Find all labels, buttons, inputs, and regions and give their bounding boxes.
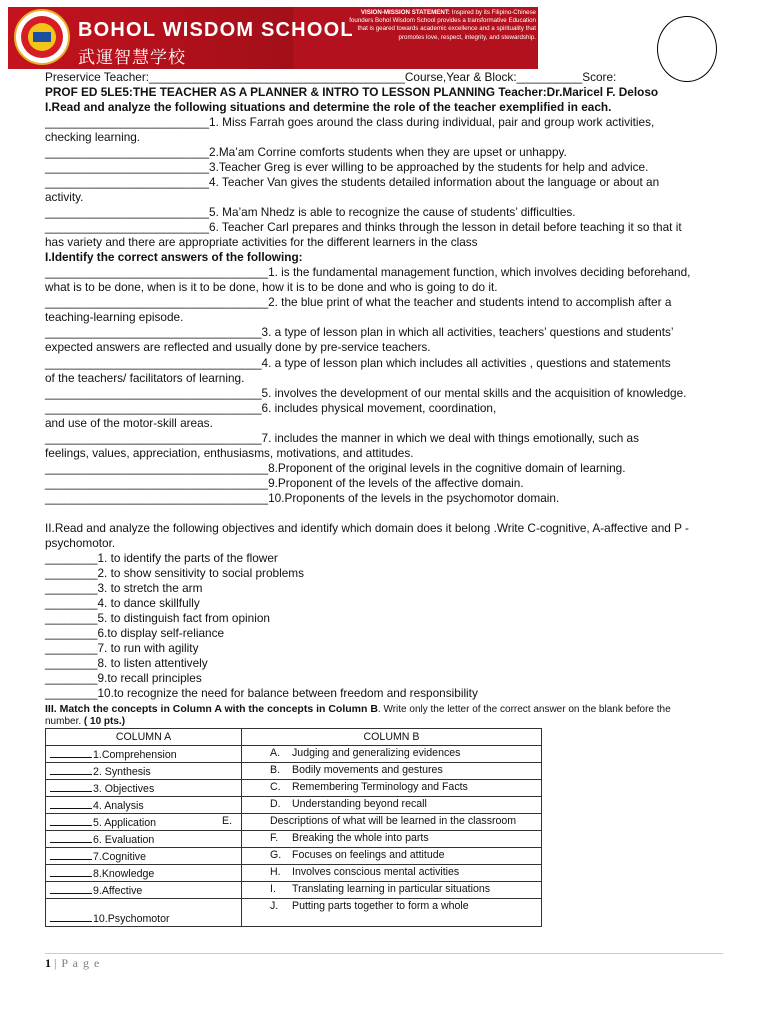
footer-divider — [45, 953, 723, 954]
column-b-cell — [242, 763, 542, 780]
objective-item: ________1. to identify the parts of the flower — [45, 551, 278, 565]
part1b-line: _________________________________4. a type of lesson plan which includes all activities , questions and statements — [45, 356, 671, 370]
matching-table — [45, 728, 542, 927]
part1-line: checking learning. — [45, 130, 141, 144]
part1-line: _________________________1. Miss Farrah goes around the class during individual, pair and group work activities, — [45, 115, 655, 129]
school-name-chinese: 武運智慧学校 — [78, 48, 186, 67]
objective-item: ________7. to run with agility — [45, 641, 199, 655]
part3-points: ( 10 pts.) — [81, 716, 126, 727]
table-row — [46, 797, 542, 814]
column-b-item: Judging and generalizing evidences — [292, 747, 461, 759]
table-row — [46, 899, 542, 927]
part1-line: _________________________5. Ma’am Nhedz is able to recognize the cause of students’ difficulties. — [45, 205, 576, 219]
column-a-cell — [46, 848, 242, 865]
objective-item: ________8. to listen attentively — [45, 656, 208, 670]
part1b-line: __________________________________9.Proponent of the levels of the affective domain. — [45, 476, 524, 490]
column-a-cell — [46, 746, 242, 763]
part3-instruction-bold: III. Match the concepts in Column A with the concepts in Column B — [45, 703, 378, 715]
column-a-cell — [46, 882, 242, 899]
column-a-cell — [46, 814, 242, 831]
objective-item: ________5. to distinguish fact from opinion — [45, 611, 270, 625]
objective-item: ________2. to show sensitivity to social problems — [45, 566, 305, 580]
table-row — [46, 780, 542, 797]
objective-item: ________10.to recognize the need for balance between freedom and responsibility — [45, 686, 478, 700]
column-a-item: 1.Comprehension — [93, 749, 177, 761]
column-b-item: Translating learning in particular situations — [292, 883, 491, 895]
part3-instruction-rest: . Write only the letter of the correct answer on the blank before the — [377, 704, 671, 715]
column-b-cell — [242, 865, 542, 882]
column-a-cell — [46, 797, 242, 814]
course-line: PROF ED 5LE5:THE TEACHER AS A PLANNER & INTRO TO LESSON PLANNING Teacher:Dr.Maricel F. Deloso — [45, 85, 659, 99]
column-b-letter: A. — [270, 747, 281, 759]
table-header-row — [46, 729, 542, 746]
column-a-cell — [46, 865, 242, 882]
answer-blank[interactable] — [50, 763, 92, 775]
answer-blank[interactable] — [50, 910, 92, 922]
column-b-header: COLUMN B — [242, 729, 542, 746]
part1b-line: _________________________________7. includes the manner in which we deal with things emotionally, such as — [45, 431, 639, 445]
column-b-letter: B. — [270, 764, 281, 776]
column-b-letter: J. — [270, 900, 279, 912]
page-number: 1 — [45, 956, 51, 970]
info-line: Preservice Teacher:_______________________________________Course,Year & Block:__________Score: — [45, 70, 617, 84]
part1-line: _________________________3.Teacher Greg is ever willing to be approached by the students for help and advice. — [45, 160, 649, 174]
column-b-letter: F. — [270, 832, 279, 844]
objective-item: ________9.to recall principles — [45, 671, 202, 685]
part1b-line: __________________________________8.Proponent of the original levels in the cognitive domain of learning. — [45, 461, 626, 475]
column-a-item: 9.Affective — [93, 885, 143, 897]
column-b-cell — [222, 814, 542, 831]
answer-blank[interactable] — [50, 865, 92, 877]
page-label: | P a g e — [54, 956, 101, 970]
table-row — [46, 882, 542, 899]
column-b-item: Remembering Terminology and Facts — [292, 781, 468, 793]
table-row — [46, 848, 542, 865]
part3-instruction-cont — [45, 714, 125, 729]
school-name: BOHOL WISDOM SCHOOL — [78, 19, 354, 41]
column-a-cell — [46, 899, 242, 927]
part1b-line: __________________________________1. is the fundamental management function, which involves deciding beforehand, — [45, 265, 691, 279]
column-b-item: Bodily movements and gestures — [292, 764, 443, 776]
column-b-cell — [242, 831, 542, 848]
part1-instruction: I.Read and analyze the following situations and determine the role of the teacher exemplified in each. — [45, 100, 612, 114]
answer-blank[interactable] — [50, 780, 92, 792]
part2-instruction-cont: psychomotor. — [45, 536, 116, 550]
answer-blank[interactable] — [50, 882, 92, 894]
column-b-cell — [242, 780, 542, 797]
column-b-cell — [242, 882, 542, 899]
part3-instruction — [45, 702, 671, 717]
column-a-header: COLUMN A — [46, 729, 242, 746]
column-b-item: Understanding beyond recall — [292, 798, 427, 810]
table-row — [46, 746, 542, 763]
part1b-line: and use of the motor-skill areas. — [45, 416, 213, 430]
part1b-line: _________________________________5. involves the development of our mental skills and the acquisition of knowledge. — [45, 386, 687, 400]
column-b-letter: C. — [270, 781, 281, 793]
column-b-item: Focuses on feelings and attitude — [292, 849, 445, 861]
answer-blank[interactable] — [50, 831, 92, 843]
part1b-line: __________________________________2. the blue print of what the teacher and students intend to accomplish after a — [45, 295, 672, 309]
answer-blank[interactable] — [50, 797, 92, 809]
part1-line: has variety and there are appropriate activities for the different learners in the class — [45, 235, 478, 249]
part1-line: _________________________2.Ma’am Corrine comforts students when they are upset or unhappy. — [45, 145, 567, 159]
answer-blank[interactable] — [50, 814, 92, 826]
part1-line: _________________________6. Teacher Carl prepares and thinks through the lesson in detail before teaching it so that it — [45, 220, 682, 234]
school-header — [8, 7, 538, 69]
mission-title: VISION-MISSION STATEMENT: — [360, 9, 450, 16]
column-b-cell — [242, 797, 542, 814]
part1b-line: what is to be done, when is it to be done, how it is to be done and who is going to do it. — [45, 280, 498, 294]
column-b-cell — [242, 899, 542, 927]
part1b-line: of the teachers/ facilitators of learning. — [45, 371, 245, 385]
column-a-item: 8.Knowledge — [93, 868, 155, 880]
column-b-letter: I. — [270, 883, 276, 895]
part1b-line: expected answers are reflected and usually done by pre-service teachers. — [45, 340, 431, 354]
part1-line: _________________________4. Teacher Van gives the students detailed information about the language or about an — [45, 175, 660, 189]
column-b-letter: G. — [270, 849, 282, 861]
table-row — [46, 763, 542, 780]
table-row — [46, 831, 542, 848]
column-b-cell — [242, 746, 542, 763]
part1b-line: _________________________________3. a type of lesson plan in which all activities, teachers’ questions and students’ — [45, 325, 674, 339]
column-b-item: Descriptions of what will be learned in the classroom — [270, 815, 517, 827]
answer-blank[interactable] — [50, 746, 92, 758]
column-b-cell — [242, 848, 542, 865]
column-b-item: Involves conscious mental activities — [292, 866, 460, 878]
column-b-item: Breaking the whole into parts — [292, 832, 429, 844]
column-b-letter: D. — [270, 798, 281, 810]
column-a-cell — [46, 780, 242, 797]
part1b-line: feelings, values, appreciation, enthusiasms, motivations, and attitudes. — [45, 446, 414, 460]
objective-item: ________3. to stretch the arm — [45, 581, 203, 595]
score-circle — [657, 16, 717, 82]
objective-item: ________6.to display self-reliance — [45, 626, 225, 640]
column-a-cell — [46, 831, 242, 848]
part1b-instruction: I.Identify the correct answers of the following: — [45, 250, 303, 264]
column-a-item: 7.Cognitive — [93, 851, 146, 863]
column-b-letter: H. — [270, 866, 281, 878]
column-a-item: 3. Objectives — [93, 783, 155, 795]
table-row — [46, 814, 542, 831]
part1b-line: _________________________________6. includes physical movement, coordination, — [45, 401, 497, 415]
mission-statement — [338, 9, 536, 42]
part1b-line: teaching-learning episode. — [45, 310, 184, 324]
column-a-item: 4. Analysis — [93, 800, 144, 812]
page-footer — [45, 956, 100, 971]
part1b-line: __________________________________10.Proponents of the levels in the psychomotor domain. — [45, 491, 560, 505]
column-b-item: Putting parts together to form a whole — [292, 900, 469, 912]
part1-line: activity. — [45, 190, 84, 204]
part2-instruction: II.Read and analyze the following objectives and identify which domain does it belong .Write C-cognitive, A-affective and P - — [45, 521, 689, 535]
school-logo — [14, 9, 70, 65]
table-row — [46, 865, 542, 882]
objective-item: ________4. to dance skillfully — [45, 596, 200, 610]
part3-instruction-number: number. — [45, 716, 82, 727]
mission-text: Inspired by its Filipino-Chinese founders Bohol Wisdom School provides a transformative Education that is geared towards academic excellence and a spirituality that promotes love, respect, integrity, and stewardship. — [349, 9, 536, 41]
column-a-item: 5. Application — [93, 817, 157, 829]
column-b-letter: E. — [222, 815, 233, 827]
column-a-cell — [46, 763, 242, 780]
column-a-item: 6. Evaluation — [93, 834, 155, 846]
column-a-item: 2. Synthesis — [93, 766, 151, 778]
column-a-item: 10.Psychomotor — [93, 913, 170, 925]
answer-blank[interactable] — [50, 848, 92, 860]
